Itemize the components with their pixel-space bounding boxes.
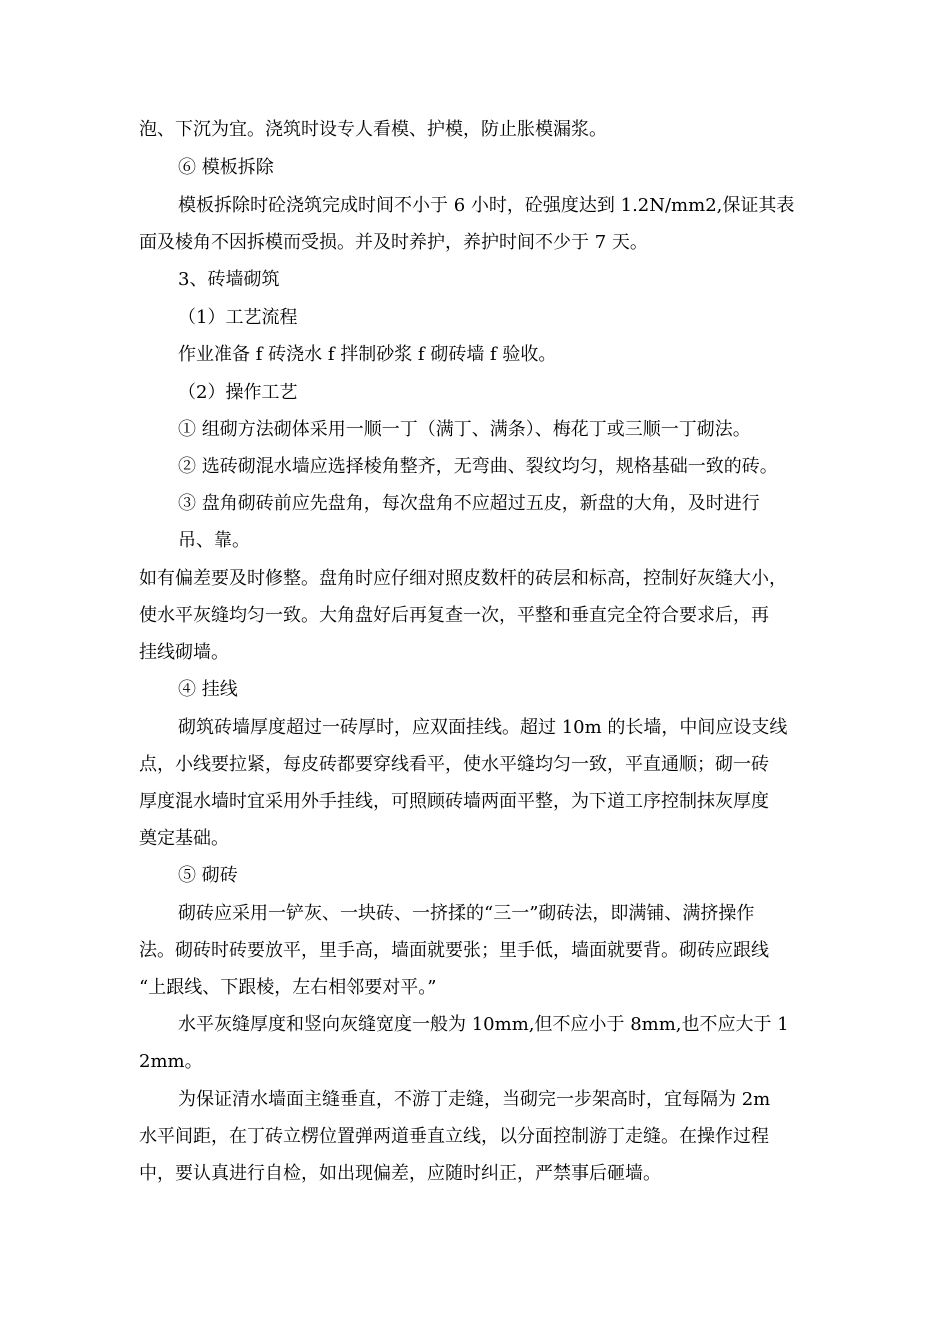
text-line: 奠定基础。 [139, 828, 229, 849]
text-line: 2mm。 [139, 1051, 203, 1072]
heading-stringline: ④ 挂线 [178, 679, 238, 700]
heading-brick-laying: ⑤ 砌砖 [178, 865, 238, 886]
text-line: 挂线砌墙。 [139, 642, 229, 663]
text-line: 如有偏差要及时修整。盘角时应仔细对照皮数杆的砖层和标高，控制好灰缝大小， [139, 568, 787, 589]
text-line: 水平灰缝厚度和竖向灰缝宽度一般为 10mm,但不应小于 8mm,也不应大于 1 [178, 1014, 789, 1035]
list-item: ① 组砌方法砌体采用一顺一丁（满丁、满条）、梅花丁或三顺一丁砌法。 [178, 419, 751, 440]
text-line: 面及棱角不因拆模而受损。并及时养护，养护时间不少于 7 天。 [139, 232, 648, 253]
subheading-operation-process: （2）操作工艺 [178, 382, 298, 403]
text-line: “上跟线、下跟棱，左右相邻要对平。” [139, 977, 437, 998]
text-line: 砌筑砖墙厚度超过一砖厚时，应双面挂线。超过 10m 的长墙，中间应设支线 [178, 717, 788, 738]
text-line: 模板拆除时砼浇筑完成时间不小于 6 小时，砼强度达到 1.2N/mm2,保证其表 [178, 195, 795, 216]
heading-formwork-removal: ⑥ 模板拆除 [178, 157, 274, 178]
text-line: 砌砖应采用一铲灰、一块砖、一挤揉的“三一”砌砖法，即满铺、满挤操作 [178, 903, 755, 924]
text-line: 为保证清水墙面主缝垂直，不游丁走缝，当砌完一步架高时，宜每隔为 2m [178, 1089, 771, 1110]
section-heading-brick-wall: 3、砖墙砌筑 [178, 269, 280, 290]
text-line: 使水平灰缝均匀一致。大角盘好后再复查一次，平整和垂直完全符合要求后，再 [139, 605, 769, 626]
text-line: 水平间距，在丁砖立楞位置弹两道垂直立线，以分面控制游丁走缝。在操作过程 [139, 1126, 769, 1147]
text-line: 作业准备 f 砖浇水 f 拌制砂浆 f 砌砖墙 f 验收。 [178, 344, 557, 365]
text-line: 泡、下沉为宜。浇筑时设专人看模、护模，防止胀模漏浆。 [139, 119, 607, 140]
text-line: 中，要认真进行自检，如出现偏差，应随时纠正，严禁事后砸墙。 [139, 1163, 661, 1184]
text-line: 吊、靠。 [178, 530, 250, 551]
text-line: 点，小线要拉紧，每皮砖都要穿线看平，使水平缝均匀一致，平直通顺；砌一砖 [139, 754, 769, 775]
list-item: ③ 盘角砌砖前应先盘角，每次盘角不应超过五皮，新盘的大角，及时进行 [178, 493, 760, 514]
text-line: 厚度混水墙时宜采用外手挂线，可照顾砖墙两面平整，为下道工序控制抹灰厚度 [139, 791, 769, 812]
subheading-process-flow: （1）工艺流程 [178, 307, 298, 328]
text-line: 法。砌砖时砖要放平，里手高，墙面就要张；里手低，墙面就要背。砌砖应跟线 [139, 940, 769, 961]
list-item: ② 选砖砌混水墙应选择棱角整齐，无弯曲、裂纹均匀，规格基础一致的砖。 [178, 456, 778, 477]
